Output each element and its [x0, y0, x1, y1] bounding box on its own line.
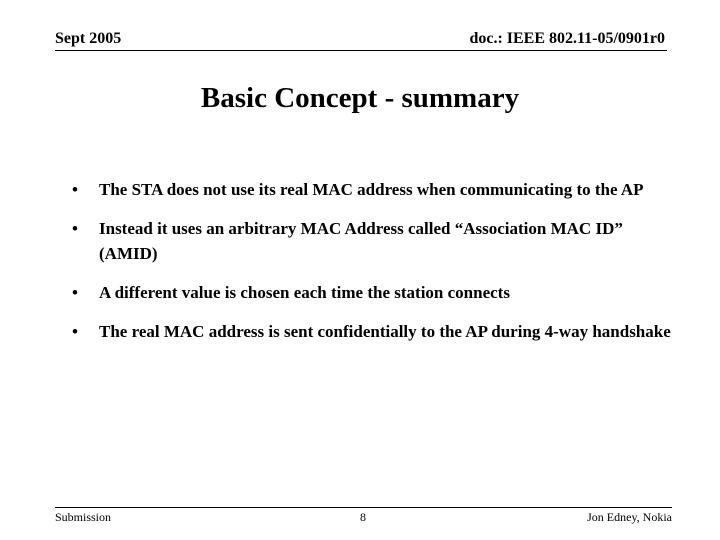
bullet-marker: • — [72, 219, 78, 238]
slide-title: Basic Concept - summary — [200, 82, 520, 114]
bullet-marker: • — [72, 283, 78, 302]
header-divider — [55, 50, 667, 51]
bullet-item — [72, 177, 672, 202]
footer-author: Jon Edney, Nokia — [587, 510, 672, 524]
bullet-marker: • — [72, 322, 78, 341]
bullet-text: A different value is chosen each time the station connects — [99, 283, 510, 302]
bullet-item — [72, 319, 672, 344]
bullet-list — [72, 177, 672, 358]
footer-submission: Submission — [55, 510, 112, 524]
header-date: Sept 2005 — [55, 30, 122, 47]
bullet-marker: • — [72, 180, 78, 199]
bullet-item — [72, 280, 672, 305]
page-number: 8 — [360, 510, 366, 524]
bullet-text: The real MAC address is sent confidentially to the AP during 4-way handshake — [99, 322, 671, 341]
footer-divider — [55, 507, 672, 508]
bullet-item — [72, 216, 672, 266]
bullet-text: The STA does not use its real MAC address when communicating to the AP — [99, 180, 644, 199]
bullet-text: Instead it uses an arbitrary MAC Address called “Association MAC ID” (AMID) — [99, 219, 623, 263]
header-document-id: doc.: IEEE 802.11-05/0901r0 — [469, 30, 665, 47]
